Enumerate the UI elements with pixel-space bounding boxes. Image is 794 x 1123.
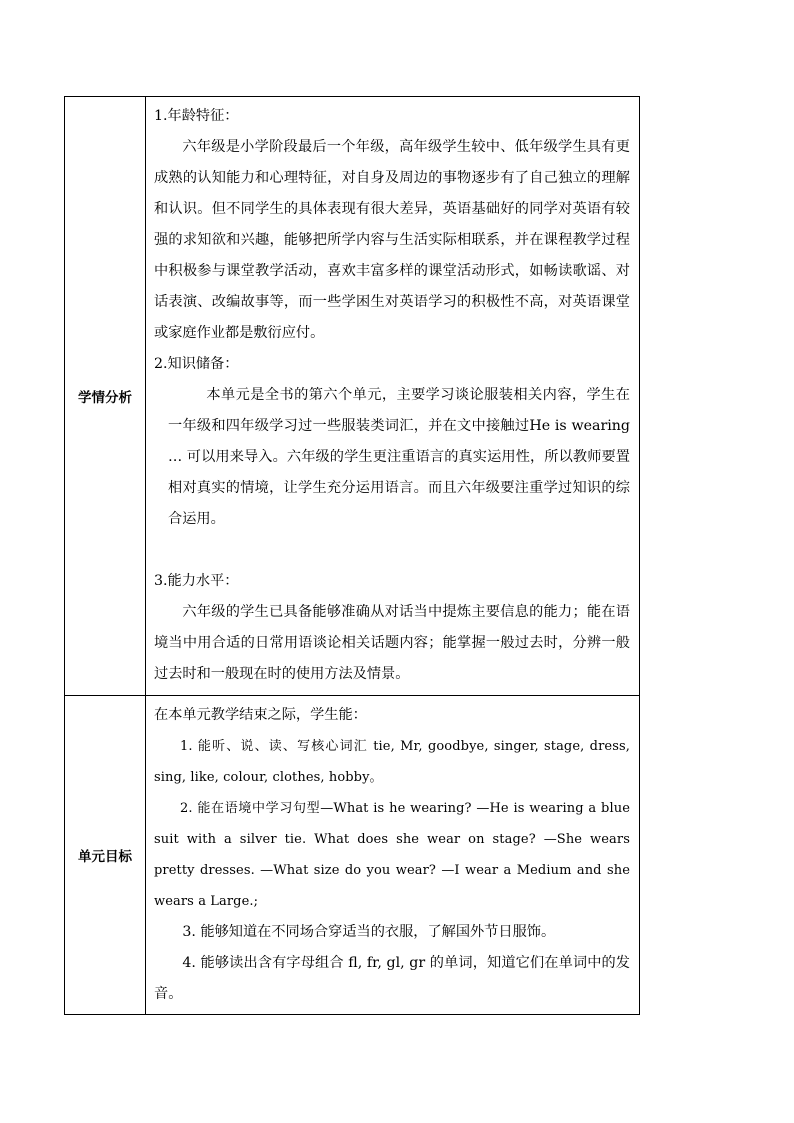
row-heading-unit-goals: 单元目标 bbox=[65, 696, 146, 1015]
section-paragraph: 六年级是小学阶段最后一个年级，高年级学生较中、低年级学生具有更成熟的认知能力和心理特征，对自身及周边的事物逐步有了自己独立的理解和认识。但不同学生的具体表现有很大差异，英语基础好的同学对英语有较强的求知欲和兴趣，能够把所学内容与生活实际相联系，并在课程教学过程中积极参与课堂教学活动，喜欢丰富多样的课堂活动形式，如畅读歌谣、对话表演、改编故事等，而一些学困生对英语学习的积极性不高，对英语课堂或家庭作业都是敷衍应付。 bbox=[154, 139, 630, 341]
blank-line bbox=[154, 535, 630, 566]
table-row bbox=[65, 696, 640, 1015]
section-indented-block bbox=[154, 380, 630, 535]
section-paragraph: 六年级的学生已具备能够准确从对话当中提炼主要信息的能力；能在语境当中用合适的日常用语谈论相关话题内容；能掌握一般过去时，分辨一般过去时和一般现在时的使用方法及情景。 bbox=[154, 604, 630, 682]
section-title: 3.能力水平： bbox=[154, 573, 239, 589]
section-title: 2.知识储备： bbox=[154, 356, 239, 372]
goal-item: 1. 能听、说、读、写核心词汇 tie, Mr, goodbye, singer, stage, dress, sing, like, colour, clothes, hobby。 bbox=[154, 739, 630, 785]
student-analysis-cell bbox=[146, 97, 640, 696]
goal-item: 4. 能够读出含有字母组合 fl, fr, gl, gr 的单词，知道它们在单词中的发音。 bbox=[154, 955, 630, 1002]
lesson-plan-table bbox=[64, 96, 640, 1015]
goals-intro: 在本单元教学结束之际，学生能： bbox=[154, 707, 367, 723]
section-title: 1.年龄特征： bbox=[154, 108, 239, 124]
table-row bbox=[65, 97, 640, 696]
unit-goals-cell bbox=[146, 696, 640, 1015]
goal-item: 3. 能够知道在不同场合穿适当的衣服，了解国外节日服饰。 bbox=[182, 924, 556, 940]
row-heading-student-analysis: 学情分析 bbox=[65, 97, 146, 696]
section-paragraph: 本单元是全书的第六个单元，主要学习谈论服装相关内容，学生在一年级和四年级学习过一些服装类词汇，并在文中接触过He is wearing … 可以用来导入。六年级的学生更注重语言的真实运用性，所以教师要置相对真实的情境，让学生充分运用语言。而且六年级要注重学过知识的综合运用。 bbox=[168, 387, 630, 527]
goal-item: 2. 能在语境中学习句型—What is he wearing? —He is wearing a blue suit with a silver tie. What does she wear on stage? —She wears pretty dresses. —What size do you wear? —I wear a Medium and she wears a Large.; bbox=[154, 801, 630, 909]
